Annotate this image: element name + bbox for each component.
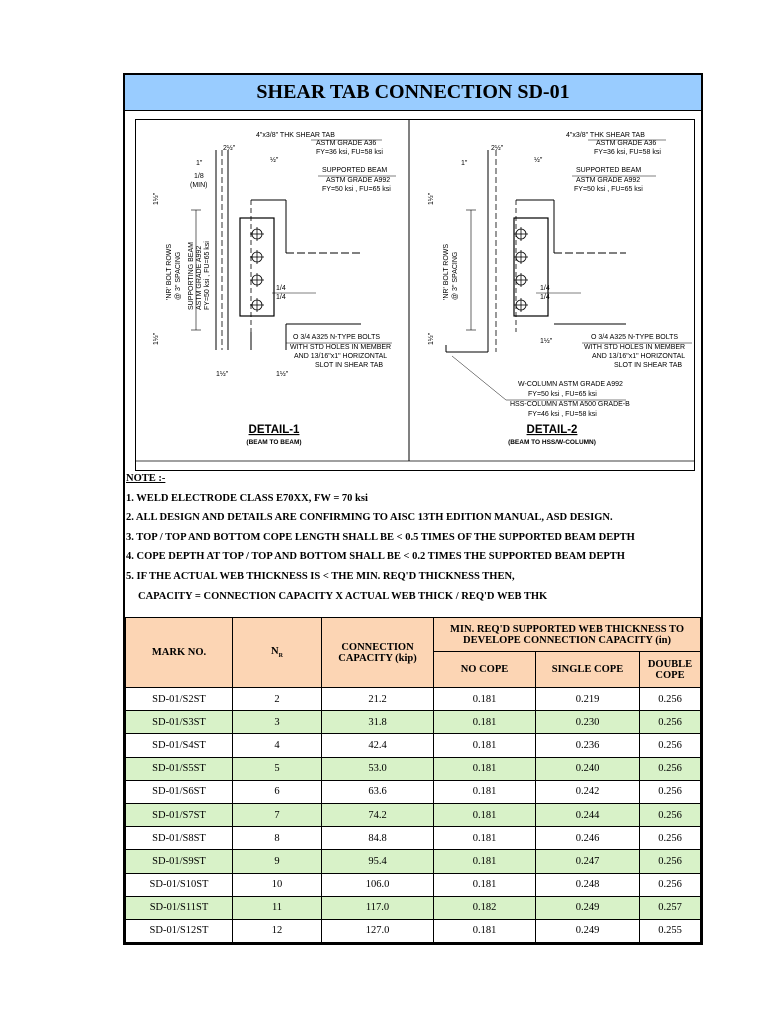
cell-capacity: 84.8 — [322, 827, 434, 850]
cell-mark: SD-01/S4ST — [126, 734, 233, 757]
table-row — [126, 780, 701, 803]
d2-column-note-line-2: FY=50 ksi , FU=65 ksi — [528, 391, 597, 398]
supporting-beam-props: FY=50 ksi , FU=65 ksi — [204, 241, 211, 310]
cell-capacity: 31.8 — [322, 711, 434, 734]
cell-single-cope: 0.248 — [536, 873, 640, 896]
table-row — [126, 827, 701, 850]
bolt-spacing-label: @ 3" SPACING — [175, 251, 182, 300]
d2-bolt-rows-label: 'NR' BOLT ROWS — [443, 243, 450, 300]
cell-no-cope: 0.181 — [434, 757, 536, 780]
cell-double-cope: 0.256 — [640, 688, 701, 711]
dim-half: ½" — [270, 157, 279, 164]
d2-bottom-dim: 1½" — [540, 338, 553, 345]
table-row — [126, 919, 701, 942]
cell-no-cope: 0.181 — [434, 873, 536, 896]
bolt-rows-label: 'NR' BOLT ROWS — [166, 243, 173, 300]
cell-no-cope: 0.181 — [434, 734, 536, 757]
bolt-note-line-1: O 3/4 A325 N-TYPE BOLTS — [293, 334, 381, 341]
cell-capacity: 63.6 — [322, 780, 434, 803]
tab-note-line-2: ASTM GRADE A36 — [316, 140, 377, 147]
cell-single-cope: 0.240 — [536, 757, 640, 780]
note-item: 4. COPE DEPTH AT TOP / TOP AND BOTTOM SHALL BE < 0.2 TIMES THE SUPPORTED BEAM DEPTH — [126, 551, 625, 563]
cell-capacity: 106.0 — [322, 873, 434, 896]
cell-single-cope: 0.242 — [536, 780, 640, 803]
tab-note-line-1: 4"x3/8" THK SHEAR TAB — [256, 132, 335, 139]
detail-1-label: DETAIL-1 — [248, 424, 300, 436]
d2-column-note-line-4: FY=46 ksi , FU=58 ksi — [528, 411, 597, 418]
dim-1-half-top: 1½" — [153, 192, 160, 205]
table-row — [126, 688, 701, 711]
d2-bolt-note-line-1: O 3/4 A325 N-TYPE BOLTS — [591, 334, 679, 341]
cell-double-cope: 0.256 — [640, 711, 701, 734]
cell-nr: 10 — [233, 873, 322, 896]
d2-column-note-line-1: W-COLUMN ASTM GRADE A992 — [518, 381, 623, 388]
d2-weld-size-top: 1/4 — [540, 285, 550, 292]
dim-1-half-bottom: 1½" — [153, 332, 160, 345]
d2-dim-1in: 1" — [461, 160, 468, 167]
weld-size-top: 1/4 — [276, 285, 286, 292]
table-row — [126, 757, 701, 780]
cell-mark: SD-01/S10ST — [126, 873, 233, 896]
detail-2-label: DETAIL-2 — [526, 424, 578, 436]
connection-details-drawing — [135, 119, 695, 471]
cell-no-cope: 0.181 — [434, 827, 536, 850]
col-mark-no: MARK NO. — [126, 618, 233, 688]
table-row — [126, 711, 701, 734]
d2-tab-note-line-1: 4"x3/8" THK SHEAR TAB — [566, 132, 645, 139]
cell-mark: SD-01/S11ST — [126, 896, 233, 919]
dim-1in: 1" — [196, 160, 203, 167]
col-no-cope: NO COPE — [434, 652, 536, 688]
drawing-sheet — [123, 73, 703, 945]
supporting-beam-grade: ASTM GRADE A992 — [196, 245, 203, 310]
cell-capacity: 53.0 — [322, 757, 434, 780]
cell-single-cope: 0.230 — [536, 711, 640, 734]
cell-nr: 4 — [233, 734, 322, 757]
table-row — [126, 850, 701, 873]
detail-1-sublabel: (BEAM TO BEAM) — [246, 439, 302, 446]
table-row — [126, 896, 701, 919]
tab-note-line-3: FY=36 ksi, FU=58 ksi — [316, 149, 383, 156]
cell-no-cope: 0.181 — [434, 919, 536, 942]
cell-capacity: 21.2 — [322, 688, 434, 711]
d2-bolt-spacing-label: @ 3" SPACING — [452, 251, 459, 300]
cell-nr: 5 — [233, 757, 322, 780]
cell-single-cope: 0.219 — [536, 688, 640, 711]
cell-double-cope: 0.256 — [640, 850, 701, 873]
cell-single-cope: 0.236 — [536, 734, 640, 757]
table-row — [126, 803, 701, 826]
cell-single-cope: 0.244 — [536, 803, 640, 826]
cell-single-cope: 0.249 — [536, 896, 640, 919]
cell-capacity: 127.0 — [322, 919, 434, 942]
dim-1-8: 1/8 — [194, 173, 204, 180]
cell-double-cope: 0.256 — [640, 757, 701, 780]
cell-double-cope: 0.256 — [640, 873, 701, 896]
cell-nr: 11 — [233, 896, 322, 919]
cell-nr: 7 — [233, 803, 322, 826]
detail-2-sublabel: (BEAM TO HSS/W-COLUMN) — [508, 439, 596, 446]
bottom-dim-2: 1½" — [276, 371, 289, 378]
cell-mark: SD-01/S6ST — [126, 780, 233, 803]
col-single-cope: SINGLE COPE — [536, 652, 640, 688]
d2-dim-1-half-top: 1½" — [428, 192, 435, 205]
cell-capacity: 95.4 — [322, 850, 434, 873]
col-double-cope: DOUBLE COPE — [640, 652, 701, 688]
note-item: 3. TOP / TOP AND BOTTOM COPE LENGTH SHALL BE < 0.5 TIMES OF THE SUPPORTED BEAM DEPTH — [126, 531, 635, 543]
cell-single-cope: 0.249 — [536, 919, 640, 942]
cell-no-cope: 0.181 — [434, 850, 536, 873]
cell-mark: SD-01/S2ST — [126, 688, 233, 711]
d2-bolt-note-line-3: AND 13/16"x1" HORIZONTAL — [592, 353, 686, 360]
col-nr: $N_R$ — [233, 618, 322, 688]
capacity-table — [125, 617, 701, 943]
cell-capacity: 117.0 — [322, 896, 434, 919]
d2-beam-note-line-3: FY=50 ksi , FU=65 ksi — [574, 186, 643, 193]
d2-tab-note-line-3: FY=36 ksi, FU=58 ksi — [594, 149, 661, 156]
cell-nr: 8 — [233, 827, 322, 850]
d2-dim-2-half: 2½" — [491, 145, 504, 152]
cell-mark: SD-01/S12ST — [126, 919, 233, 942]
note-item: 1. WELD ELECTRODE CLASS E70XX, FW = 70 ksi — [126, 492, 368, 504]
cell-capacity: 74.2 — [322, 803, 434, 826]
cell-mark: SD-01/S8ST — [126, 827, 233, 850]
table-row — [126, 734, 701, 757]
d2-bolt-note-line-4: SLOT IN SHEAR TAB — [614, 362, 683, 369]
cell-no-cope: 0.182 — [434, 896, 536, 919]
cell-no-cope: 0.181 — [434, 711, 536, 734]
d2-beam-note-line-2: ASTM GRADE A992 — [576, 177, 641, 184]
cell-mark: SD-01/S3ST — [126, 711, 233, 734]
cell-nr: 9 — [233, 850, 322, 873]
bottom-dim-1: 1½" — [216, 371, 229, 378]
note-item: 5. IF THE ACTUAL WEB THICKNESS IS < THE MIN. REQ'D THICKNESS THEN, — [126, 570, 515, 582]
cell-double-cope: 0.256 — [640, 780, 701, 803]
cell-nr: 12 — [233, 919, 322, 942]
cell-no-cope: 0.181 — [434, 780, 536, 803]
cell-mark: SD-01/S9ST — [126, 850, 233, 873]
cell-mark: SD-01/S5ST — [126, 757, 233, 780]
supporting-beam-label: SUPPORTING BEAM — [188, 242, 195, 310]
beam-note-line-1: SUPPORTED BEAM — [322, 167, 388, 174]
cell-double-cope: 0.256 — [640, 734, 701, 757]
cell-mark: SD-01/S7ST — [126, 803, 233, 826]
dim-2-half: 2½" — [223, 145, 236, 152]
cell-nr: 6 — [233, 780, 322, 803]
dim-min: (MIN) — [190, 182, 208, 189]
cell-double-cope: 0.256 — [640, 803, 701, 826]
cell-no-cope: 0.181 — [434, 803, 536, 826]
beam-note-line-3: FY=50 ksi , FU=65 ksi — [322, 186, 391, 193]
d2-tab-note-line-2: ASTM GRADE A36 — [596, 140, 657, 147]
detail-2 — [427, 132, 692, 446]
cell-double-cope: 0.255 — [640, 919, 701, 942]
d2-dim-1-half-bottom: 1½" — [428, 332, 435, 345]
col-group-web-thickness: MIN. REQ'D SUPPORTED WEB THICKNESS TO DEVELOPE CONNECTION CAPACITY (in) — [434, 618, 701, 652]
d2-weld-size-bottom: 1/4 — [540, 294, 550, 301]
notes-heading: NOTE :- — [126, 473, 166, 484]
cell-single-cope: 0.246 — [536, 827, 640, 850]
bolt-note-line-4: SLOT IN SHEAR TAB — [315, 362, 384, 369]
d2-column-note-line-3: HSS-COLUMN ASTM A500 GRADE-B — [510, 401, 630, 408]
d2-beam-note-line-1: SUPPORTED BEAM — [576, 167, 642, 174]
cell-single-cope: 0.247 — [536, 850, 640, 873]
d2-bolt-note-line-2: WITH STD HOLES IN MEMBER — [584, 344, 686, 351]
note-item: 2. ALL DESIGN AND DETAILS ARE CONFIRMING TO AISC 13TH EDITION MANUAL, ASD DESIGN. — [126, 512, 613, 524]
notes-section — [126, 469, 635, 606]
cell-double-cope: 0.257 — [640, 896, 701, 919]
col-connection-capacity: CONNECTION CAPACITY (kip) — [322, 618, 434, 688]
beam-note-line-2: ASTM GRADE A992 — [326, 177, 391, 184]
bolt-note-line-2: WITH STD HOLES IN MEMBER — [290, 344, 392, 351]
cell-nr: 3 — [233, 711, 322, 734]
note-continuation: CAPACITY = CONNECTION CAPACITY X ACTUAL WEB THICK / REQ'D WEB THK — [138, 590, 548, 602]
table-row — [126, 873, 701, 896]
cell-double-cope: 0.256 — [640, 827, 701, 850]
cell-capacity: 42.4 — [322, 734, 434, 757]
d2-dim-half: ½" — [534, 157, 543, 164]
weld-size-bottom: 1/4 — [276, 294, 286, 301]
page-title: SHEAR TAB CONNECTION SD-01 — [125, 75, 701, 111]
detail-1 — [152, 132, 396, 446]
cell-no-cope: 0.181 — [434, 688, 536, 711]
bolt-note-line-3: AND 13/16"x1" HORIZONTAL — [294, 353, 388, 360]
cell-nr: 2 — [233, 688, 322, 711]
